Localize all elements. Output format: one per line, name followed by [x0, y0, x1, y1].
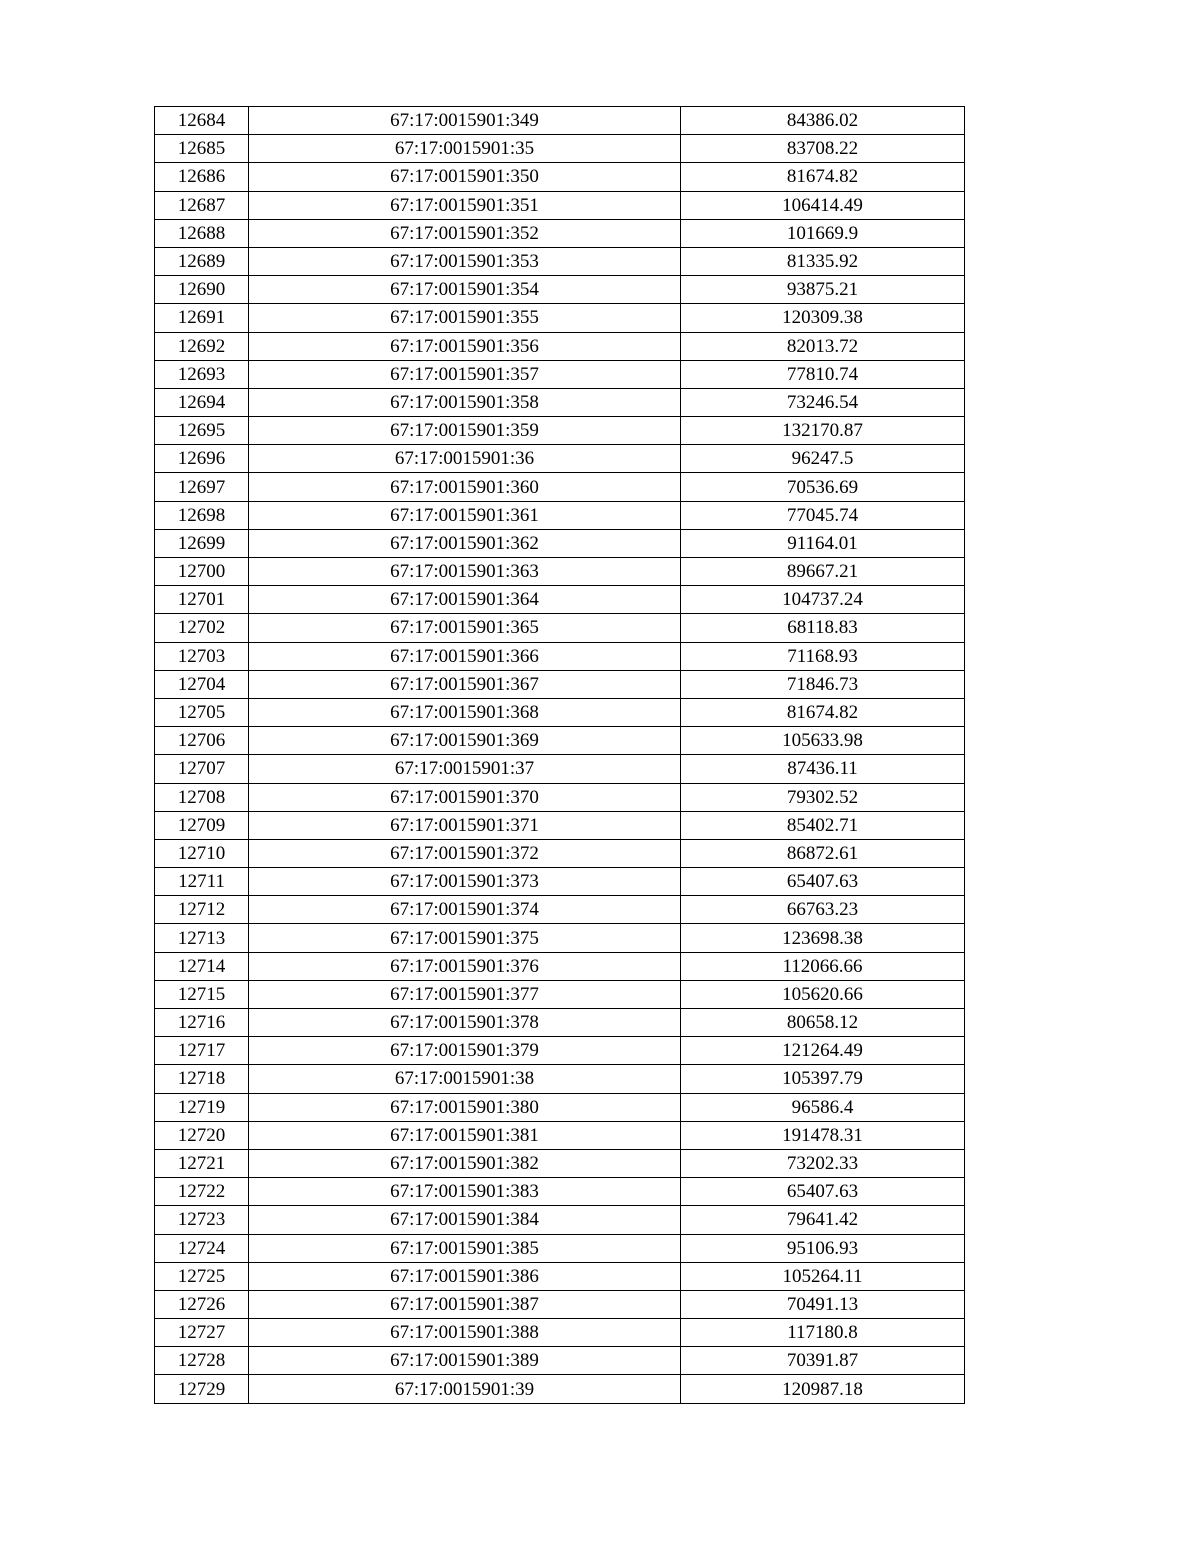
value-cell: 79302.52: [681, 783, 965, 811]
cadastral-number-cell: 67:17:0015901:388: [249, 1319, 681, 1347]
row-number-cell: 12684: [155, 107, 249, 135]
table-row: [155, 670, 965, 698]
value-cell: 87436.11: [681, 755, 965, 783]
value-cell: 71846.73: [681, 670, 965, 698]
table-body: [155, 107, 965, 1404]
row-number-cell: 12696: [155, 445, 249, 473]
value-cell: 96586.4: [681, 1093, 965, 1121]
cadastral-number-cell: 67:17:0015901:379: [249, 1037, 681, 1065]
table-row: [155, 191, 965, 219]
table-row: [155, 1149, 965, 1177]
value-cell: 120309.38: [681, 304, 965, 332]
table-row: [155, 163, 965, 191]
row-number-cell: 12685: [155, 135, 249, 163]
table-row: [155, 1121, 965, 1149]
cadastral-number-cell: 67:17:0015901:386: [249, 1262, 681, 1290]
cadastral-number-cell: 67:17:0015901:373: [249, 868, 681, 896]
row-number-cell: 12689: [155, 247, 249, 275]
value-cell: 65407.63: [681, 868, 965, 896]
cadastral-number-cell: 67:17:0015901:362: [249, 529, 681, 557]
cadastral-number-cell: 67:17:0015901:364: [249, 586, 681, 614]
table-row: [155, 924, 965, 952]
value-cell: 81674.82: [681, 163, 965, 191]
value-cell: 66763.23: [681, 896, 965, 924]
value-cell: 70491.13: [681, 1290, 965, 1318]
data-table: [154, 106, 965, 1404]
cadastral-number-cell: 67:17:0015901:36: [249, 445, 681, 473]
row-number-cell: 12707: [155, 755, 249, 783]
row-number-cell: 12688: [155, 219, 249, 247]
cadastral-number-cell: 67:17:0015901:376: [249, 952, 681, 980]
row-number-cell: 12726: [155, 1290, 249, 1318]
row-number-cell: 12698: [155, 501, 249, 529]
cadastral-number-cell: 67:17:0015901:359: [249, 417, 681, 445]
row-number-cell: 12704: [155, 670, 249, 698]
row-number-cell: 12720: [155, 1121, 249, 1149]
row-number-cell: 12706: [155, 727, 249, 755]
table-row: [155, 360, 965, 388]
table-row: [155, 1037, 965, 1065]
row-number-cell: 12722: [155, 1178, 249, 1206]
row-number-cell: 12705: [155, 698, 249, 726]
cadastral-number-cell: 67:17:0015901:389: [249, 1347, 681, 1375]
value-cell: 83708.22: [681, 135, 965, 163]
value-cell: 104737.24: [681, 586, 965, 614]
table-row: [155, 529, 965, 557]
row-number-cell: 12719: [155, 1093, 249, 1121]
row-number-cell: 12725: [155, 1262, 249, 1290]
table-row: [155, 1093, 965, 1121]
value-cell: 73202.33: [681, 1149, 965, 1177]
value-cell: 96247.5: [681, 445, 965, 473]
row-number-cell: 12687: [155, 191, 249, 219]
value-cell: 91164.01: [681, 529, 965, 557]
row-number-cell: 12699: [155, 529, 249, 557]
table-row: [155, 980, 965, 1008]
table-row: [155, 445, 965, 473]
value-cell: 93875.21: [681, 276, 965, 304]
value-cell: 95106.93: [681, 1234, 965, 1262]
row-number-cell: 12711: [155, 868, 249, 896]
cadastral-number-cell: 67:17:0015901:380: [249, 1093, 681, 1121]
cadastral-number-cell: 67:17:0015901:375: [249, 924, 681, 952]
cadastral-number-cell: 67:17:0015901:374: [249, 896, 681, 924]
table-row: [155, 388, 965, 416]
cadastral-number-cell: 67:17:0015901:366: [249, 642, 681, 670]
table-row: [155, 276, 965, 304]
table-row: [155, 1375, 965, 1403]
value-cell: 85402.71: [681, 811, 965, 839]
cadastral-number-cell: 67:17:0015901:378: [249, 1009, 681, 1037]
cadastral-number-cell: 67:17:0015901:382: [249, 1149, 681, 1177]
table-row: [155, 1178, 965, 1206]
value-cell: 106414.49: [681, 191, 965, 219]
table-row: [155, 1319, 965, 1347]
cadastral-number-cell: 67:17:0015901:35: [249, 135, 681, 163]
table-row: [155, 698, 965, 726]
value-cell: 117180.8: [681, 1319, 965, 1347]
row-number-cell: 12700: [155, 558, 249, 586]
row-number-cell: 12695: [155, 417, 249, 445]
row-number-cell: 12703: [155, 642, 249, 670]
row-number-cell: 12693: [155, 360, 249, 388]
value-cell: 84386.02: [681, 107, 965, 135]
cadastral-number-cell: 67:17:0015901:351: [249, 191, 681, 219]
value-cell: 77045.74: [681, 501, 965, 529]
table-row: [155, 896, 965, 924]
cadastral-number-cell: 67:17:0015901:377: [249, 980, 681, 1008]
value-cell: 101669.9: [681, 219, 965, 247]
row-number-cell: 12729: [155, 1375, 249, 1403]
cadastral-number-cell: 67:17:0015901:349: [249, 107, 681, 135]
cadastral-number-cell: 67:17:0015901:357: [249, 360, 681, 388]
table-row: [155, 473, 965, 501]
table-row: [155, 839, 965, 867]
table-row: [155, 614, 965, 642]
value-cell: 120987.18: [681, 1375, 965, 1403]
cadastral-number-cell: 67:17:0015901:387: [249, 1290, 681, 1318]
value-cell: 105264.11: [681, 1262, 965, 1290]
row-number-cell: 12701: [155, 586, 249, 614]
cadastral-number-cell: 67:17:0015901:361: [249, 501, 681, 529]
value-cell: 105620.66: [681, 980, 965, 1008]
table-row: [155, 642, 965, 670]
cadastral-number-cell: 67:17:0015901:372: [249, 839, 681, 867]
table-row: [155, 783, 965, 811]
table-row: [155, 1347, 965, 1375]
row-number-cell: 12727: [155, 1319, 249, 1347]
table-row: [155, 219, 965, 247]
value-cell: 70391.87: [681, 1347, 965, 1375]
table-row: [155, 755, 965, 783]
cadastral-number-cell: 67:17:0015901:365: [249, 614, 681, 642]
row-number-cell: 12717: [155, 1037, 249, 1065]
table-row: [155, 135, 965, 163]
table-row: [155, 1262, 965, 1290]
value-cell: 65407.63: [681, 1178, 965, 1206]
row-number-cell: 12710: [155, 839, 249, 867]
row-number-cell: 12692: [155, 332, 249, 360]
value-cell: 132170.87: [681, 417, 965, 445]
value-cell: 71168.93: [681, 642, 965, 670]
row-number-cell: 12715: [155, 980, 249, 1008]
value-cell: 123698.38: [681, 924, 965, 952]
value-cell: 68118.83: [681, 614, 965, 642]
table-row: [155, 501, 965, 529]
cadastral-number-cell: 67:17:0015901:367: [249, 670, 681, 698]
row-number-cell: 12724: [155, 1234, 249, 1262]
value-cell: 82013.72: [681, 332, 965, 360]
row-number-cell: 12694: [155, 388, 249, 416]
cadastral-number-cell: 67:17:0015901:381: [249, 1121, 681, 1149]
value-cell: 105397.79: [681, 1065, 965, 1093]
value-cell: 81674.82: [681, 698, 965, 726]
cadastral-number-cell: 67:17:0015901:369: [249, 727, 681, 755]
table-row: [155, 868, 965, 896]
row-number-cell: 12691: [155, 304, 249, 332]
value-cell: 86872.61: [681, 839, 965, 867]
cadastral-number-cell: 67:17:0015901:385: [249, 1234, 681, 1262]
table-row: [155, 1206, 965, 1234]
value-cell: 112066.66: [681, 952, 965, 980]
row-number-cell: 12686: [155, 163, 249, 191]
cadastral-number-cell: 67:17:0015901:358: [249, 388, 681, 416]
value-cell: 81335.92: [681, 247, 965, 275]
row-number-cell: 12714: [155, 952, 249, 980]
row-number-cell: 12712: [155, 896, 249, 924]
cadastral-number-cell: 67:17:0015901:354: [249, 276, 681, 304]
table-row: [155, 332, 965, 360]
value-cell: 89667.21: [681, 558, 965, 586]
cadastral-number-cell: 67:17:0015901:383: [249, 1178, 681, 1206]
row-number-cell: 12723: [155, 1206, 249, 1234]
table-row: [155, 1009, 965, 1037]
value-cell: 191478.31: [681, 1121, 965, 1149]
table-row: [155, 1290, 965, 1318]
table-row: [155, 586, 965, 614]
table-row: [155, 304, 965, 332]
table-row: [155, 811, 965, 839]
cadastral-number-cell: 67:17:0015901:368: [249, 698, 681, 726]
row-number-cell: 12709: [155, 811, 249, 839]
cadastral-number-cell: 67:17:0015901:370: [249, 783, 681, 811]
row-number-cell: 12708: [155, 783, 249, 811]
cadastral-number-cell: 67:17:0015901:353: [249, 247, 681, 275]
row-number-cell: 12721: [155, 1149, 249, 1177]
row-number-cell: 12697: [155, 473, 249, 501]
value-cell: 77810.74: [681, 360, 965, 388]
cadastral-number-cell: 67:17:0015901:37: [249, 755, 681, 783]
value-cell: 105633.98: [681, 727, 965, 755]
table-row: [155, 247, 965, 275]
cadastral-number-cell: 67:17:0015901:39: [249, 1375, 681, 1403]
value-cell: 70536.69: [681, 473, 965, 501]
row-number-cell: 12690: [155, 276, 249, 304]
table-row: [155, 107, 965, 135]
table-row: [155, 417, 965, 445]
table-row: [155, 558, 965, 586]
cadastral-number-cell: 67:17:0015901:356: [249, 332, 681, 360]
value-cell: 121264.49: [681, 1037, 965, 1065]
table-row: [155, 1065, 965, 1093]
cadastral-number-cell: 67:17:0015901:355: [249, 304, 681, 332]
row-number-cell: 12702: [155, 614, 249, 642]
table-row: [155, 1234, 965, 1262]
cadastral-number-cell: 67:17:0015901:363: [249, 558, 681, 586]
row-number-cell: 12716: [155, 1009, 249, 1037]
cadastral-number-cell: 67:17:0015901:371: [249, 811, 681, 839]
cadastral-number-cell: 67:17:0015901:352: [249, 219, 681, 247]
table-row: [155, 952, 965, 980]
cadastral-number-cell: 67:17:0015901:350: [249, 163, 681, 191]
value-cell: 73246.54: [681, 388, 965, 416]
cadastral-number-cell: 67:17:0015901:38: [249, 1065, 681, 1093]
table-row: [155, 727, 965, 755]
value-cell: 79641.42: [681, 1206, 965, 1234]
cadastral-number-cell: 67:17:0015901:360: [249, 473, 681, 501]
row-number-cell: 12728: [155, 1347, 249, 1375]
value-cell: 80658.12: [681, 1009, 965, 1037]
cadastral-number-cell: 67:17:0015901:384: [249, 1206, 681, 1234]
row-number-cell: 12718: [155, 1065, 249, 1093]
row-number-cell: 12713: [155, 924, 249, 952]
